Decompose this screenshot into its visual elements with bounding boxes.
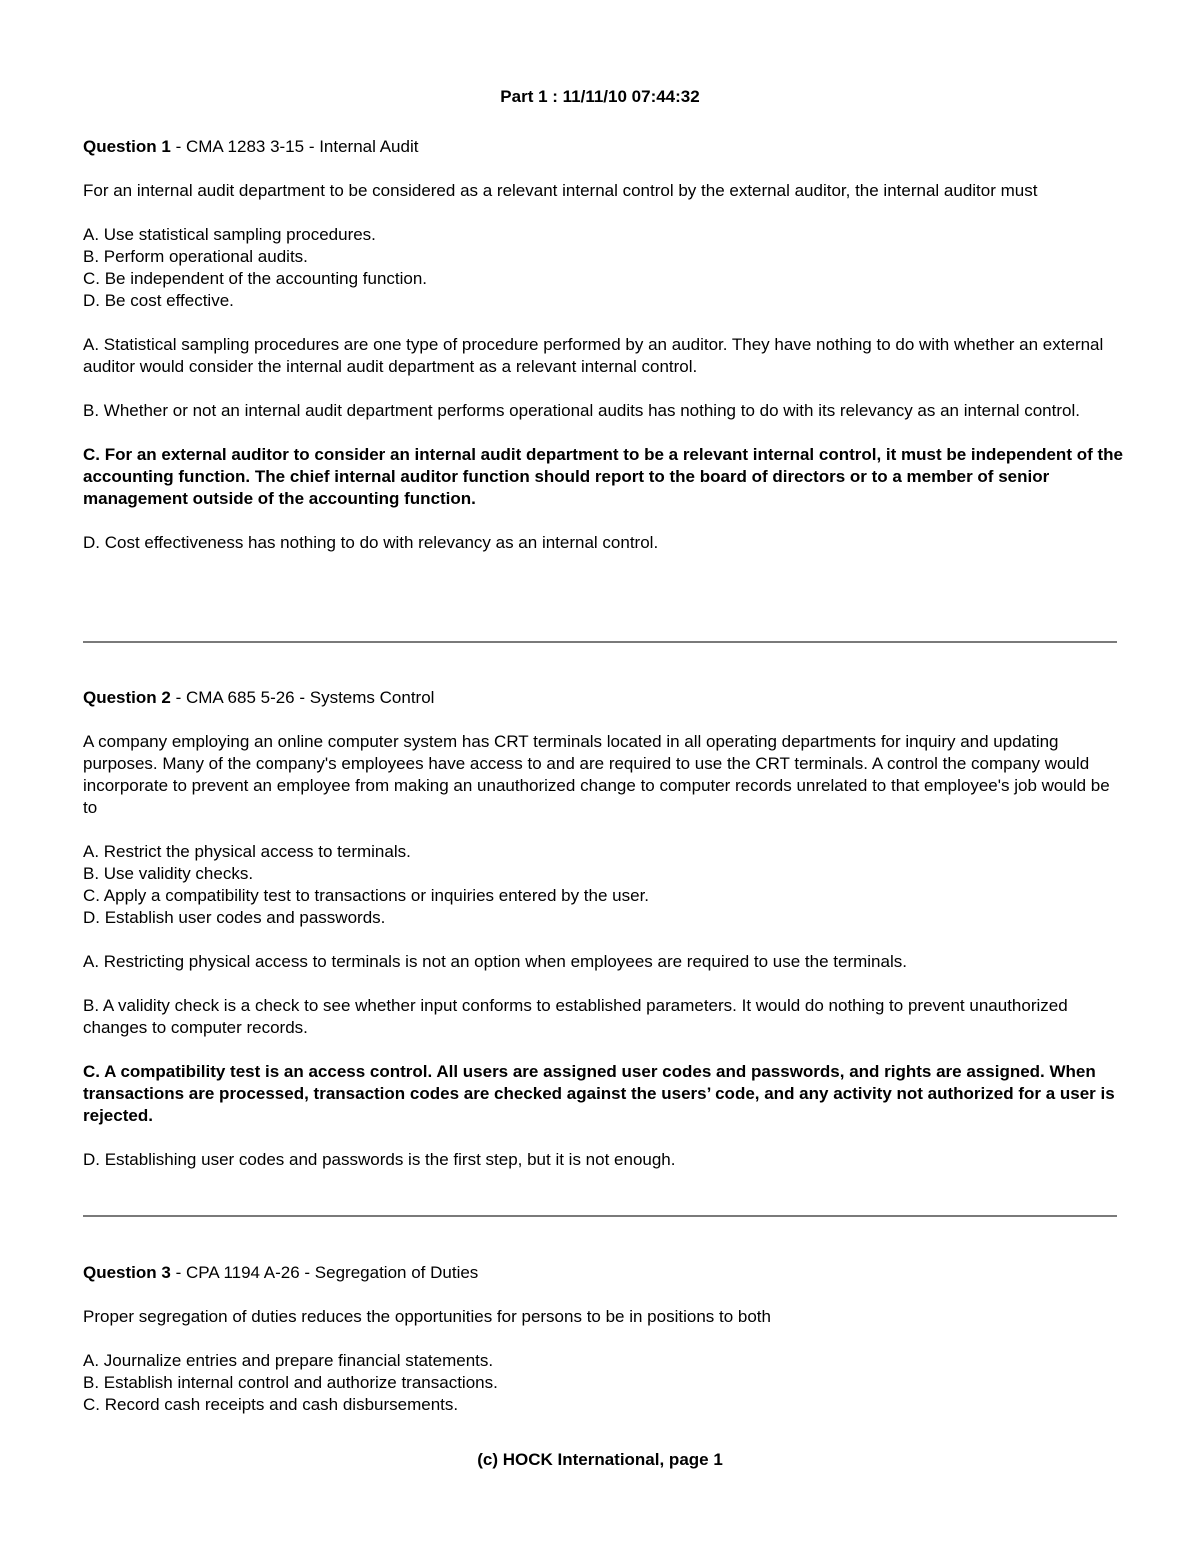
question-stem: Proper segregation of duties reduces the opportunities for persons to be in positions to both <box>83 1307 771 1326</box>
question-label: Question 2 <box>83 688 171 707</box>
choice-c: C. Apply a compatibility test to transactions or inquiries entered by the user. <box>83 886 650 905</box>
answer-choices <box>83 841 1123 929</box>
question-label: Question 1 <box>83 137 171 156</box>
question-meta: - CPA 1194 A-26 - Segregation of Duties <box>170 1263 479 1282</box>
question-3 <box>83 1262 1123 1416</box>
answer-choices <box>83 1350 1123 1416</box>
explanation-d: D. Cost effectiveness has nothing to do with relevancy as an internal control. <box>83 533 659 552</box>
choice-a: A. Journalize entries and prepare financial statements. <box>83 1351 494 1370</box>
question-stem: A company employing an online computer system has CRT terminals located in all operating departments for inquiry and updating purposes. Many of the company's employees have access to and are required to use the CRT terminals. A control the company would incorporate to prevent an employee from making an unauthorized change to computer records unrelated to that employee's job would be to <box>83 732 1110 817</box>
choice-d: D. Establish user codes and passwords. <box>83 908 386 927</box>
question-heading <box>83 687 1123 709</box>
question-stem: For an internal audit department to be considered as a relevant internal control by the external auditor, the internal auditor must <box>83 181 1038 200</box>
explanation-a: A. Restricting physical access to terminals is not an option when employees are required to use the terminals. <box>83 952 907 971</box>
explanation-d: D. Establishing user codes and passwords is the first step, but it is not enough. <box>83 1150 676 1169</box>
choice-c: C. Record cash receipts and cash disbursements. <box>83 1395 459 1414</box>
explanation-b: B. A validity check is a check to see whether input conforms to established parameters. It would do nothing to prevent unauthorized changes to computer records. <box>83 996 1068 1037</box>
explanation-c-correct: C. For an external auditor to consider an internal audit department to be a relevant internal control, it must be independent of the accounting function. The chief internal auditor function should report to the board of directors or to a member of senior management outside of the accounting function. <box>83 445 1123 508</box>
choice-a: A. Restrict the physical access to terminals. <box>83 842 411 861</box>
question-1 <box>83 136 1123 554</box>
page-footer: (c) HOCK International, page 1 <box>477 1450 723 1469</box>
choice-b: B. Establish internal control and authorize transactions. <box>83 1373 498 1392</box>
question-label: Question 3 <box>83 1263 171 1282</box>
question-meta: - CMA 1283 3-15 - Internal Audit <box>170 137 419 156</box>
choice-d: D. Be cost effective. <box>83 291 234 310</box>
explanation-c-correct: C. A compatibility test is an access control. All users are assigned user codes and passwords, and rights are assigned. When transactions are processed, transaction codes are checked against the users’ code, and any activity not authorized for a user is rejected. <box>83 1062 1115 1125</box>
page-header: Part 1 : 11/11/10 07:44:32 <box>500 87 700 106</box>
question-meta: - CMA 685 5-26 - Systems Control <box>170 688 435 707</box>
question-divider <box>83 641 1117 643</box>
explanations <box>83 951 1123 1171</box>
explanation-a: A. Statistical sampling procedures are one type of procedure performed by an auditor. They have nothing to do with whether an external auditor would consider the internal audit department as a relevant internal control. <box>83 335 1104 376</box>
choice-b: B. Perform operational audits. <box>83 247 308 266</box>
choice-b: B. Use validity checks. <box>83 864 254 883</box>
question-heading <box>83 136 1123 158</box>
choice-a: A. Use statistical sampling procedures. <box>83 225 376 244</box>
question-heading <box>83 1262 1123 1284</box>
answer-choices <box>83 224 1123 312</box>
question-divider <box>83 1215 1117 1217</box>
explanation-b: B. Whether or not an internal audit department performs operational audits has nothing to do with its relevancy as an internal control. <box>83 401 1080 420</box>
question-2 <box>83 687 1123 1171</box>
explanations <box>83 334 1123 554</box>
choice-c: C. Be independent of the accounting function. <box>83 269 428 288</box>
